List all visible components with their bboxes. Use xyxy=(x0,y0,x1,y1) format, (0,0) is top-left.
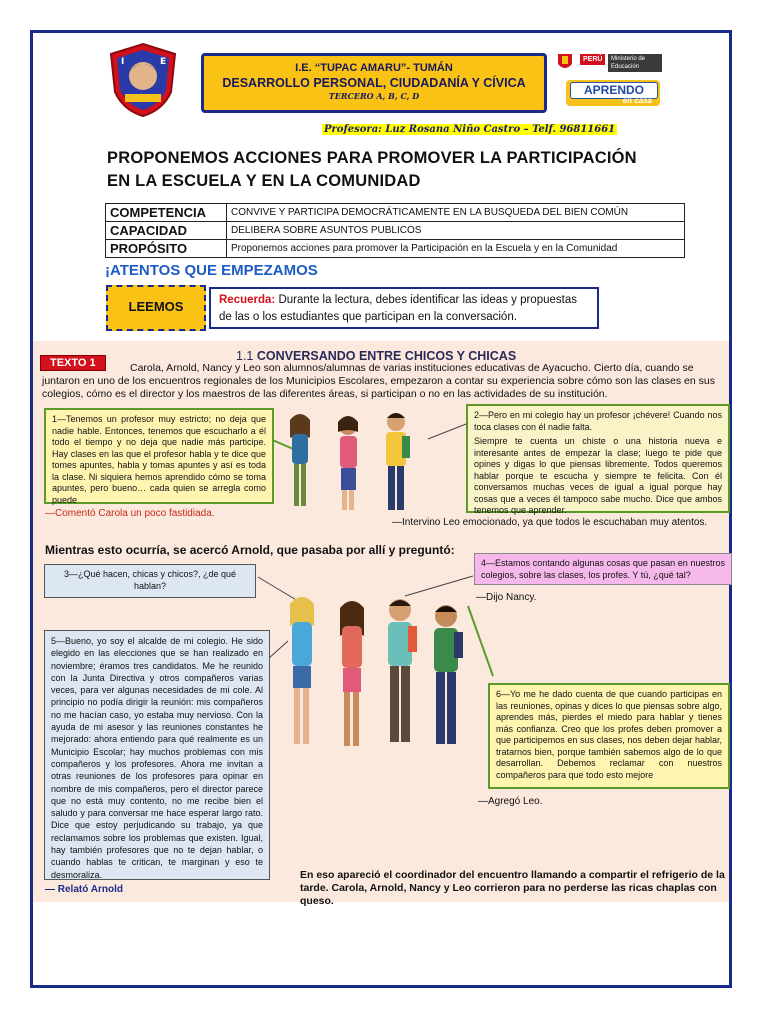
texto-badge: TEXTO 1 xyxy=(40,355,106,371)
students-illustration-bottom xyxy=(280,586,480,766)
title-line-1: PROPONEMOS ACCIONES PARA PROMOVER LA PARTICIPACIÓN xyxy=(107,149,637,167)
aprendo-en-casa-logo xyxy=(566,80,660,106)
school-crest-logo xyxy=(105,42,181,118)
caption-4: —Dijo Nancy. xyxy=(476,592,537,603)
leemos-label: LEEMOS xyxy=(106,285,206,331)
caption-1: —Comentó Carola un poco fastidiada. xyxy=(45,508,215,519)
aprendo-sub: en casa xyxy=(622,96,652,105)
caption-6: —Agregó Leo. xyxy=(478,796,543,807)
grades: TERCERO A, B, C, D xyxy=(328,91,420,101)
ministry-label: Ministerio de Educación xyxy=(608,54,662,72)
title-line-2: EN LA ESCUELA Y EN LA COMUNIDAD xyxy=(107,172,421,190)
speech-bubble-1: 1—Tenemos un profesor muy estricto; no deja que nadie hable. Entonces, tenemos que escucharlo a él todo el tiempo y no deja que nadie más participe. Hay clases en las que el profesor habla y te dice que tomes apuntes, habla y tomas apuntes y así es toda la clase. Ni siquiera hemos aprendido cómo se toma apuntes, pero bueno… cada quien se arregla como puede xyxy=(44,408,274,504)
students-illustration-top xyxy=(278,404,428,520)
recuerda-label: Recuerda: xyxy=(219,294,276,306)
logo-letter-i: I xyxy=(121,57,125,67)
peru-label: PERÚ xyxy=(580,54,605,65)
peru-shield-icon xyxy=(556,52,574,72)
atentos-heading: ¡ATENTOS QUE EMPEZAMOS xyxy=(105,262,318,279)
speech-bubble-2 xyxy=(466,404,730,513)
competence-table xyxy=(105,203,685,258)
ministry-logo xyxy=(556,50,666,74)
table-key: COMPETENCIA xyxy=(106,204,227,222)
logo-letter-e: E xyxy=(160,57,167,67)
table-value: Proponemos acciones para promover la Participación en la Escuela y en la Comunidad xyxy=(227,240,685,258)
caption-2: —Intervino Leo emocionado, ya que todos le escuchaban muy atentos. xyxy=(392,517,708,528)
school-name: I.E. “TUPAC AMARU”- TUMÁN xyxy=(295,62,453,74)
header-banner xyxy=(201,53,547,113)
aprendo-label: APRENDO xyxy=(570,82,658,99)
table-row xyxy=(106,240,685,258)
speech-bubble-4: 4—Estamos contando algunas cosas que pasan en nuestros colegios, sobre las clases, los profes. Y tú, ¿qué tal? xyxy=(474,553,732,585)
speech-bubble-3: 3—¿Qué hacen, chicas y chicos?, ¿de qué hablan? xyxy=(44,564,256,598)
table-key: CAPACIDAD xyxy=(106,222,227,240)
speech-bubble-6: 6—Yo me he dado cuenta de que cuando participas en las reuniones, opinas y dices lo que piensas sobre algo, aprendes más, pierdes el miedo para hablar y tienes más confianza. Creo que los profes deben promover a que participemos en sus clases, nos deben dejar hablar, tratarnos bien, porque también sabemos algo de lo que desarrollan. Debemos reclamar con nuestros compañeros para que todo esto mejore xyxy=(488,683,730,789)
caption-5: — Relató Arnold xyxy=(45,884,123,895)
table-value: DELIBERA SOBRE ASUNTOS PUBLICOS xyxy=(227,222,685,240)
story-title-text: CONVERSANDO ENTRE CHICOS Y CHICAS xyxy=(256,349,517,363)
bubble-2-line-1: 2—Pero en mi colegio hay un profesor ¡chévere! Cuando nos toca clases con él nadie falta. xyxy=(474,410,722,432)
bubble-2-line-2: Siempre te cuenta un chiste o una historia nueva e interesante antes de empezar la clase; luego te pide que opines y digas lo que piensas libremente. Todos queremos hablar porque te escucha y siempre te felicita. Con él conversamos muchas veces de igual a igual porque hay cosas que a veces él tampoco sabe mucho. Dice que ambos tenemos que aprender. xyxy=(474,436,722,515)
table-row xyxy=(106,204,685,222)
narration-end: En eso apareció el coordinador del encuentro llamando a compartir el refrigerio de la tarde. Carola, Arnold, Nancy y Leo corrieron para no perderse las ricas chaplas con queso. xyxy=(300,869,725,907)
table-row xyxy=(106,222,685,240)
teacher-line: Profesora: Luz Rosana Niño Castro – Telf. 96811661 xyxy=(324,124,616,135)
recuerda-box xyxy=(209,287,599,329)
course-name: DESARROLLO PERSONAL, CIUDADANÍA Y CÍVICA xyxy=(222,76,526,90)
speech-bubble-5: 5—Bueno, yo soy el alcalde de mi colegio. He sido elegido en las elecciones que se han realizado en noviembre; éramos tres candidatos. Me he reunido con la Junta Directiva y otros compañeros varias veces, para ver algunas necesidades de mi cole. Al principio no podía dirigir la reunión: mis compañeros no me hacían caso, yo estaba muy nervioso. Con la ayuda de mi asesor y las reuniones constantes he mejorado: ahora entiendo para qué realmente es un Municipio Escolar; hay muchos problemas con mis compañeros y los profesores. Ahora me invitan a otras reuniones de los profesores para opinar en nombre de mis compañeros, pero el director parece que no está muy contento, no me recibe bien el saludo y para conversar me hace esperar largo rato. Dice que estoy perjudicando su trabajo, ya que reclamamos sobre los problemas que existen. Igual, hay también profesores que no te dejan hablar, o cuando hablas te critican, te marginan y eso te desmoraliza. xyxy=(44,630,270,880)
narration-mid: Mientras esto ocurría, se acercó Arnold, que pasaba por allí y preguntó: xyxy=(45,543,455,557)
table-value: CONVIVE Y PARTICIPA DEMOCRÁTICAMENTE EN LA BUSQUEDA DEL BIEN COMÚN xyxy=(227,204,685,222)
page-title xyxy=(107,147,667,193)
intro-text: Carola, Arnold, Nancy y Leo son alumnos/alumnas de varias instituciones educativas de Ayacucho. Cierto día, cuando se juntaron en uno de los encuentros regionales de los Municipios Escolares, empezaron a contar su experiencia sobre cómo son las clases en sus colegios, cómo es el director y los maestros de las diferentes áreas, si participan o no en las actividades de su institución. xyxy=(42,362,715,400)
story-number: 1.1 xyxy=(236,349,254,363)
recuerda-text: Durante la lectura, debes identificar las ideas y propuestas de las o los estudiantes que participan en la conversación. xyxy=(219,294,577,323)
table-key: PROPÓSITO xyxy=(106,240,227,258)
